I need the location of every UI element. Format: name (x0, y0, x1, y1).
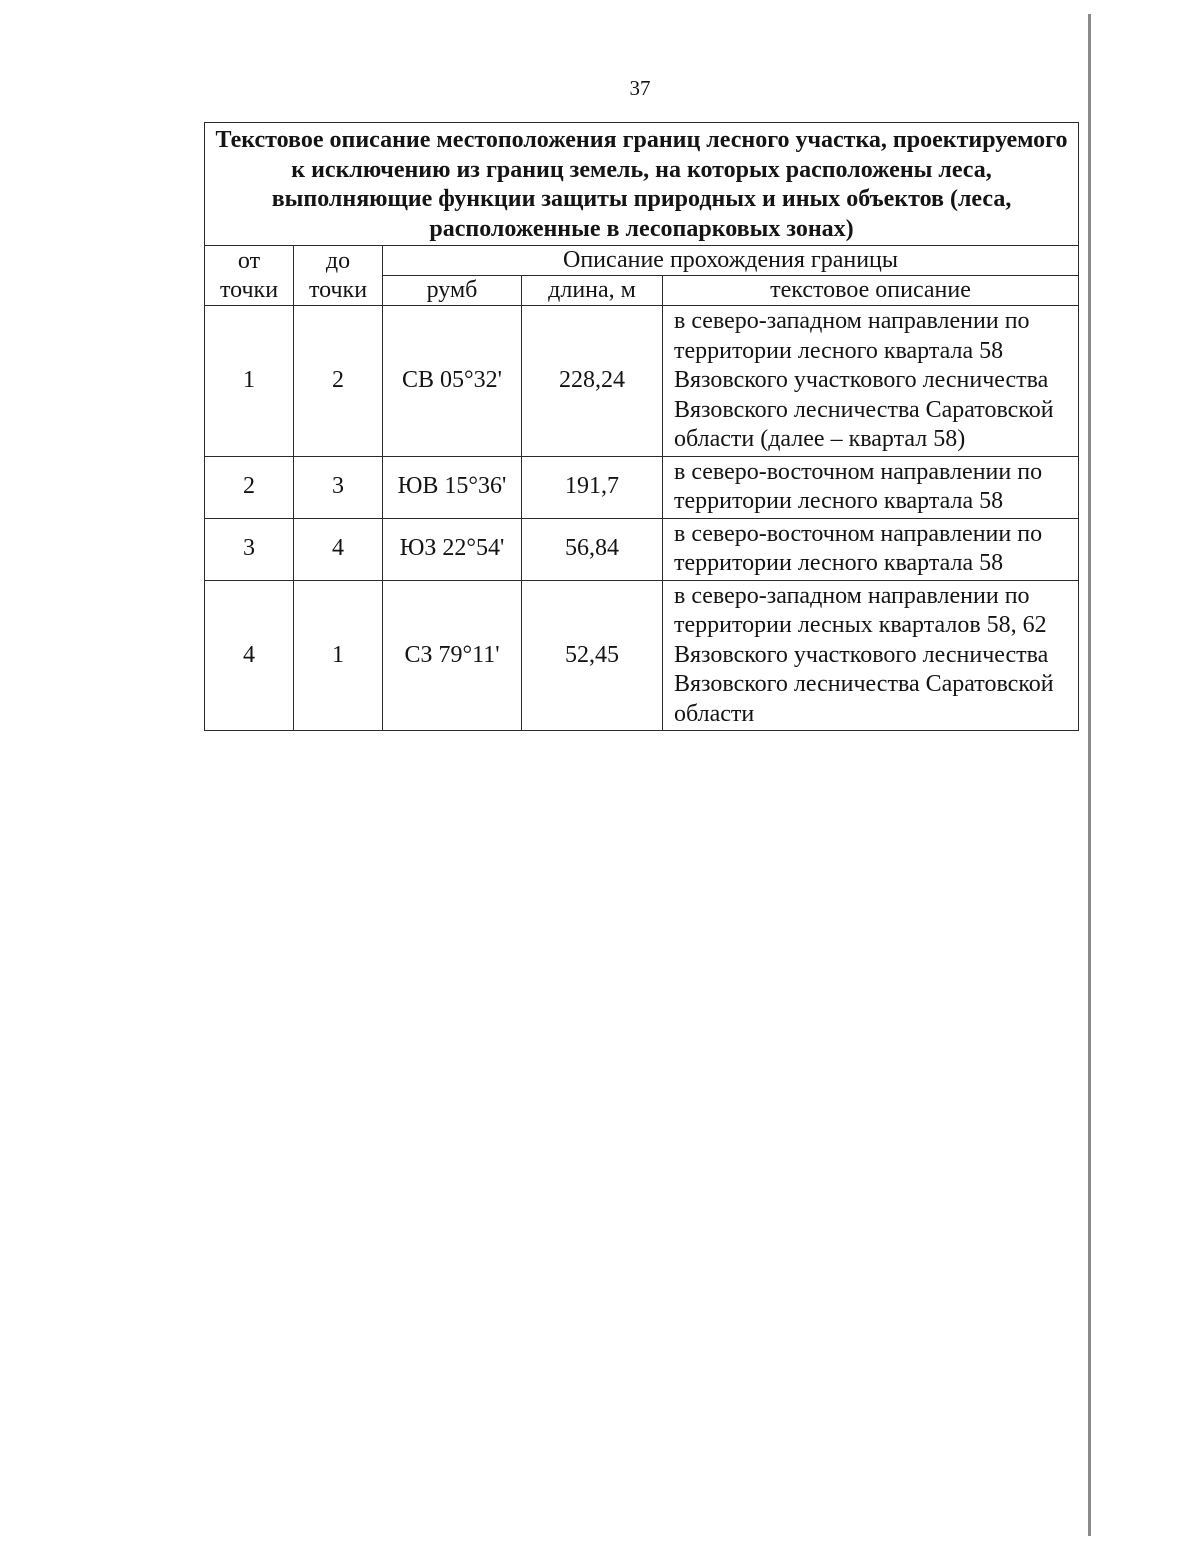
cell-from: 3 (205, 518, 294, 580)
table-title: Текстовое описание местоположения границ лесного участка, проектируемого к исключению из границ земель, на которых расположены леса, выполняющие функции защиты природных и иных объектов (леса, расположенные в лесопарковых зонах) (205, 123, 1079, 246)
header-text-description: текстовое описание (663, 276, 1079, 306)
table-row (205, 518, 1079, 580)
cell-length: 191,7 (522, 456, 663, 518)
cell-description: в северо-восточном направлении по территории лесного квартала 58 (663, 518, 1079, 580)
cell-description: в северо-западном направлении по территории лесных кварталов 58, 62 Вязовского участкового лесничества Вязовского лесничества Саратовской области (663, 580, 1079, 731)
cell-length: 228,24 (522, 306, 663, 457)
cell-bearing: ЮВ 15°36' (383, 456, 522, 518)
cell-to: 2 (294, 306, 383, 457)
page-number: 37 (629, 76, 651, 100)
header-to-bottom: точки (308, 276, 368, 303)
table-title-row (205, 123, 1079, 246)
cell-from: 2 (205, 456, 294, 518)
cell-description: в северо-западном направлении по территории лесного квартала 58 Вязовского участкового лесничества Вязовского лесничества Саратовской области (далее – квартал 58) (663, 306, 1079, 457)
header-to-top: до (325, 247, 351, 274)
cell-description: в северо-восточном направлении по территории лесного квартала 58 (663, 456, 1079, 518)
cell-from: 1 (205, 306, 294, 457)
cell-bearing: ЮЗ 22°54' (383, 518, 522, 580)
header-to-point (294, 246, 383, 306)
cell-bearing: СЗ 79°11' (383, 580, 522, 731)
cell-to: 3 (294, 456, 383, 518)
cell-bearing: СВ 05°32' (383, 306, 522, 457)
header-row-1 (205, 246, 1079, 276)
table-row (205, 580, 1079, 731)
header-boundary-description: Описание прохождения границы (383, 246, 1079, 276)
boundary-description-table (204, 122, 1079, 731)
header-bearing: румб (383, 276, 522, 306)
header-from-bottom: точки (219, 276, 279, 303)
header-length: длина, м (522, 276, 663, 306)
cell-to: 4 (294, 518, 383, 580)
cell-to: 1 (294, 580, 383, 731)
header-from-point (205, 246, 294, 306)
table-row (205, 456, 1079, 518)
cell-length: 52,45 (522, 580, 663, 731)
scan-edge-line (1088, 14, 1091, 1536)
cell-length: 56,84 (522, 518, 663, 580)
table-row (205, 306, 1079, 457)
header-from-top: от (237, 247, 261, 274)
cell-from: 4 (205, 580, 294, 731)
